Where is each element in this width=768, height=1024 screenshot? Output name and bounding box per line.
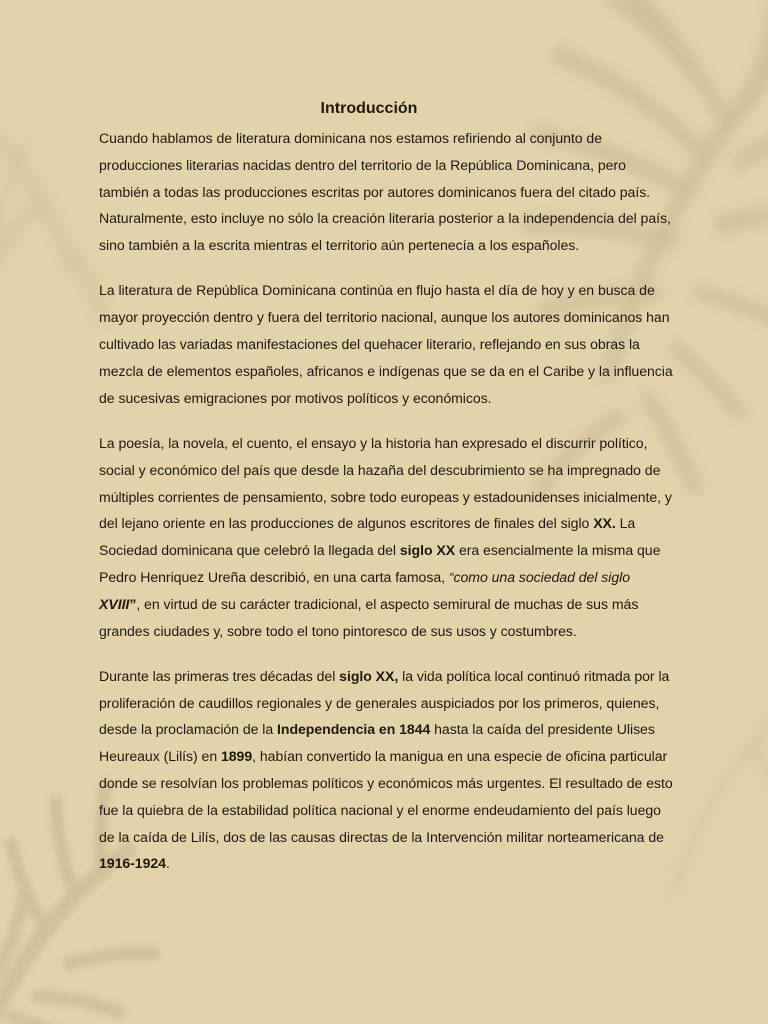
- text-run: , en virtud de su carácter tradicional, el aspecto semirural de muchas de sus más grandes ciudades y, sobre todo el tono pintoresco de sus usos y costumbres.: [99, 595, 639, 639]
- paragraph-2: La literatura de República Dominicana continúa en flujo hasta el día de hoy y en busca de mayor proyección dentro y fuera del territorio nacional, aunque los autores dominicanos han cultivado las variadas manifestaciones del quehacer literario, reflejando en sus obras la mezcla de elementos españoles, africanos e indígenas que se da en el Caribe y la influencia de sucesivas emigraciones por motivos políticos y económicos.: [99, 282, 673, 406]
- paragraph-4: [99, 663, 674, 877]
- text-run: La poesía, la novela, el cuento, el ensayo y la historia han expresado el discurrir político, social y económico del país que desde la hazaña del descubrimiento se ha impregnado de múltiples corrientes de pensamiento, sobre todo europeas y estadounidenses inicialmente, y del lejano oriente en las producciones de algunos escritores de finales del siglo: [99, 434, 672, 532]
- paragraph-1: Cuando hablamos de literatura dominicana nos estamos refiriendo al conjunto de producciones literarias nacidas dentro del territorio de la República Dominicana, pero también a todas las producciones escritas por autores dominicanos fuera del citado país. Naturalmente, esto incluye no sólo la creación literaria posterior a la independencia del país, sino también a la escrita mientras el territorio aún pertenecía a los españoles.: [99, 130, 671, 254]
- bold-italic-run: XVIII: [99, 595, 130, 612]
- text-run: , habían convertido la manigua en una especie de oficina particular donde se resolvían los problemas políticos y económicos más urgentes. El resultado de esto fue la quiebra de la estabilidad política nacional y el enorme endeudamiento del país luego de la caída de Lilís, dos de las causas directas de la Intervención militar norteamericana de: [99, 748, 673, 845]
- bold-run: Independencia en 1844: [277, 721, 431, 738]
- paragraph-3: [99, 430, 674, 644]
- document-title: Introducción: [320, 100, 418, 117]
- bold-run: siglo XX,: [339, 667, 399, 684]
- text-run: Durante las primeras tres décadas del: [99, 667, 340, 684]
- italic-quote: “como una sociedad del siglo: [448, 568, 630, 585]
- text-run: era esencialmente la misma que Pedro Henriquez Ureña describió, en una carta famosa,: [99, 542, 661, 585]
- text-run: La Sociedad dominicana que celebró la llegada del: [99, 515, 636, 559]
- bold-run: 1916-1924: [99, 855, 166, 872]
- bold-run: 1899: [220, 748, 253, 765]
- bold-run: XX.: [593, 515, 616, 532]
- bold-quote-mark: ”: [129, 595, 137, 612]
- text-run: hasta la caída del presidente Ulises Heureaux (Lilís) en: [99, 721, 655, 765]
- bold-run: siglo XX: [399, 542, 456, 559]
- text-run: la vida política local continuó ritmada por la proliferación de caudillos regionales y de generales auspiciados por los primeros, quienes, desde la proclamación de la: [99, 667, 670, 738]
- text-run: .: [165, 855, 170, 872]
- document-body: [99, 96, 674, 877]
